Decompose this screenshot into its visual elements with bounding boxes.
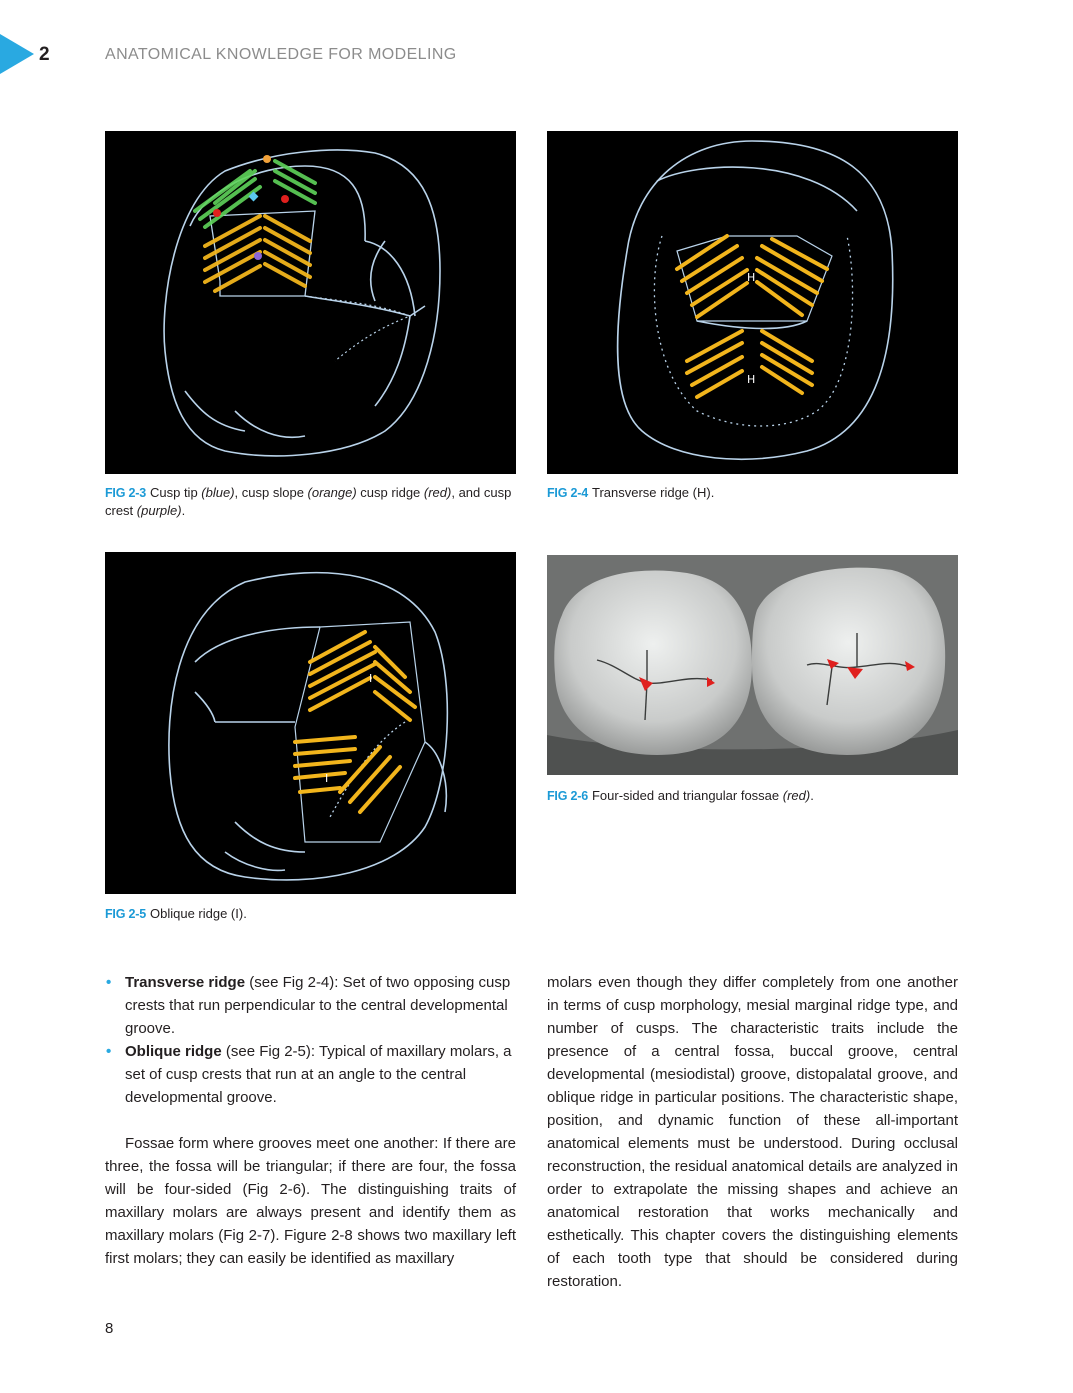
body-paragraph-continued: molars even though they differ completely from one another in terms of cusp morphology, mesial marginal ridge type, and number of cusps. The characteristic traits include the presence of a central fossa, buccal groove, central developmental (mesiodistal) groove, distopalatal groove, and oblique ridge in particular positions. The characteristic shape, position, and dynamic function of these all-important anatomical elements must be understood. During occlusal reconstruction, the residual anatomical details are analyzed in order to extrapolate the missing shapes and achieve an anatomical restoration that works mechanically and esthetically. This chapter covers the distinguishing elements of each tooth type that should be considered during restoration. (547, 974, 958, 1290)
right-column (547, 971, 958, 1293)
ridge-definition-list (105, 971, 516, 1109)
bullet-icon: • (106, 974, 112, 991)
marker-i-lower: I (325, 772, 329, 785)
marker-h-upper: H (747, 271, 756, 284)
figure-label: FIG 2-6 (547, 789, 588, 803)
body-paragraph: Fossae form where grooves meet one another: If there are three, the fossa will be triangular; if there are four, the fossa will be four-sided (Fig 2-6). The distinguishing traits of maxillary molars are always present and identify them as maxillary molars (Fig 2-7). Figure 2-8 shows two maxillary left first molars; they can easily be identified as maxillary (105, 1135, 516, 1267)
page-number: 8 (105, 1320, 114, 1337)
figure-2-6-caption: FIG 2-6 Four-sided and triangular fossae (red). (547, 788, 814, 803)
figure-2-6-photo (547, 555, 958, 775)
figure-label: FIG 2-3 (105, 486, 146, 500)
bullet-icon: • (106, 1043, 112, 1060)
marker-h-lower: H (747, 373, 756, 386)
figure-label: FIG 2-4 (547, 486, 588, 500)
figure-2-5-caption: FIG 2-5 Oblique ridge (I). (105, 906, 247, 921)
figure-2-4-image (547, 131, 958, 474)
figure-2-3-caption: FIG 2-3 Cusp tip (blue), cusp slope (orange) cusp ridge (red), and cusp crest (purple). (105, 485, 512, 518)
figure-2-4-caption: FIG 2-4 Transverse ridge (H). (547, 485, 715, 500)
running-header-title: ANATOMICAL KNOWLEDGE FOR MODELING (105, 46, 457, 63)
left-column (105, 971, 516, 1270)
chapter-marker-triangle (0, 34, 34, 74)
figure-label: FIG 2-5 (105, 907, 146, 921)
list-item: • Transverse ridge (see Fig 2-4): Set of two opposing cusp crests that run perpendicular to the central developmental groove. (105, 971, 516, 1040)
list-item: • Oblique ridge (see Fig 2-5): Typical of maxillary molars, a set of cusp crests that run at an angle to the central developmental groove. (105, 1040, 516, 1109)
figure-2-3-image (105, 131, 516, 474)
chapter-number: 2 (39, 44, 50, 65)
marker-i-upper: I (369, 672, 373, 685)
figure-2-5-image (105, 552, 516, 894)
